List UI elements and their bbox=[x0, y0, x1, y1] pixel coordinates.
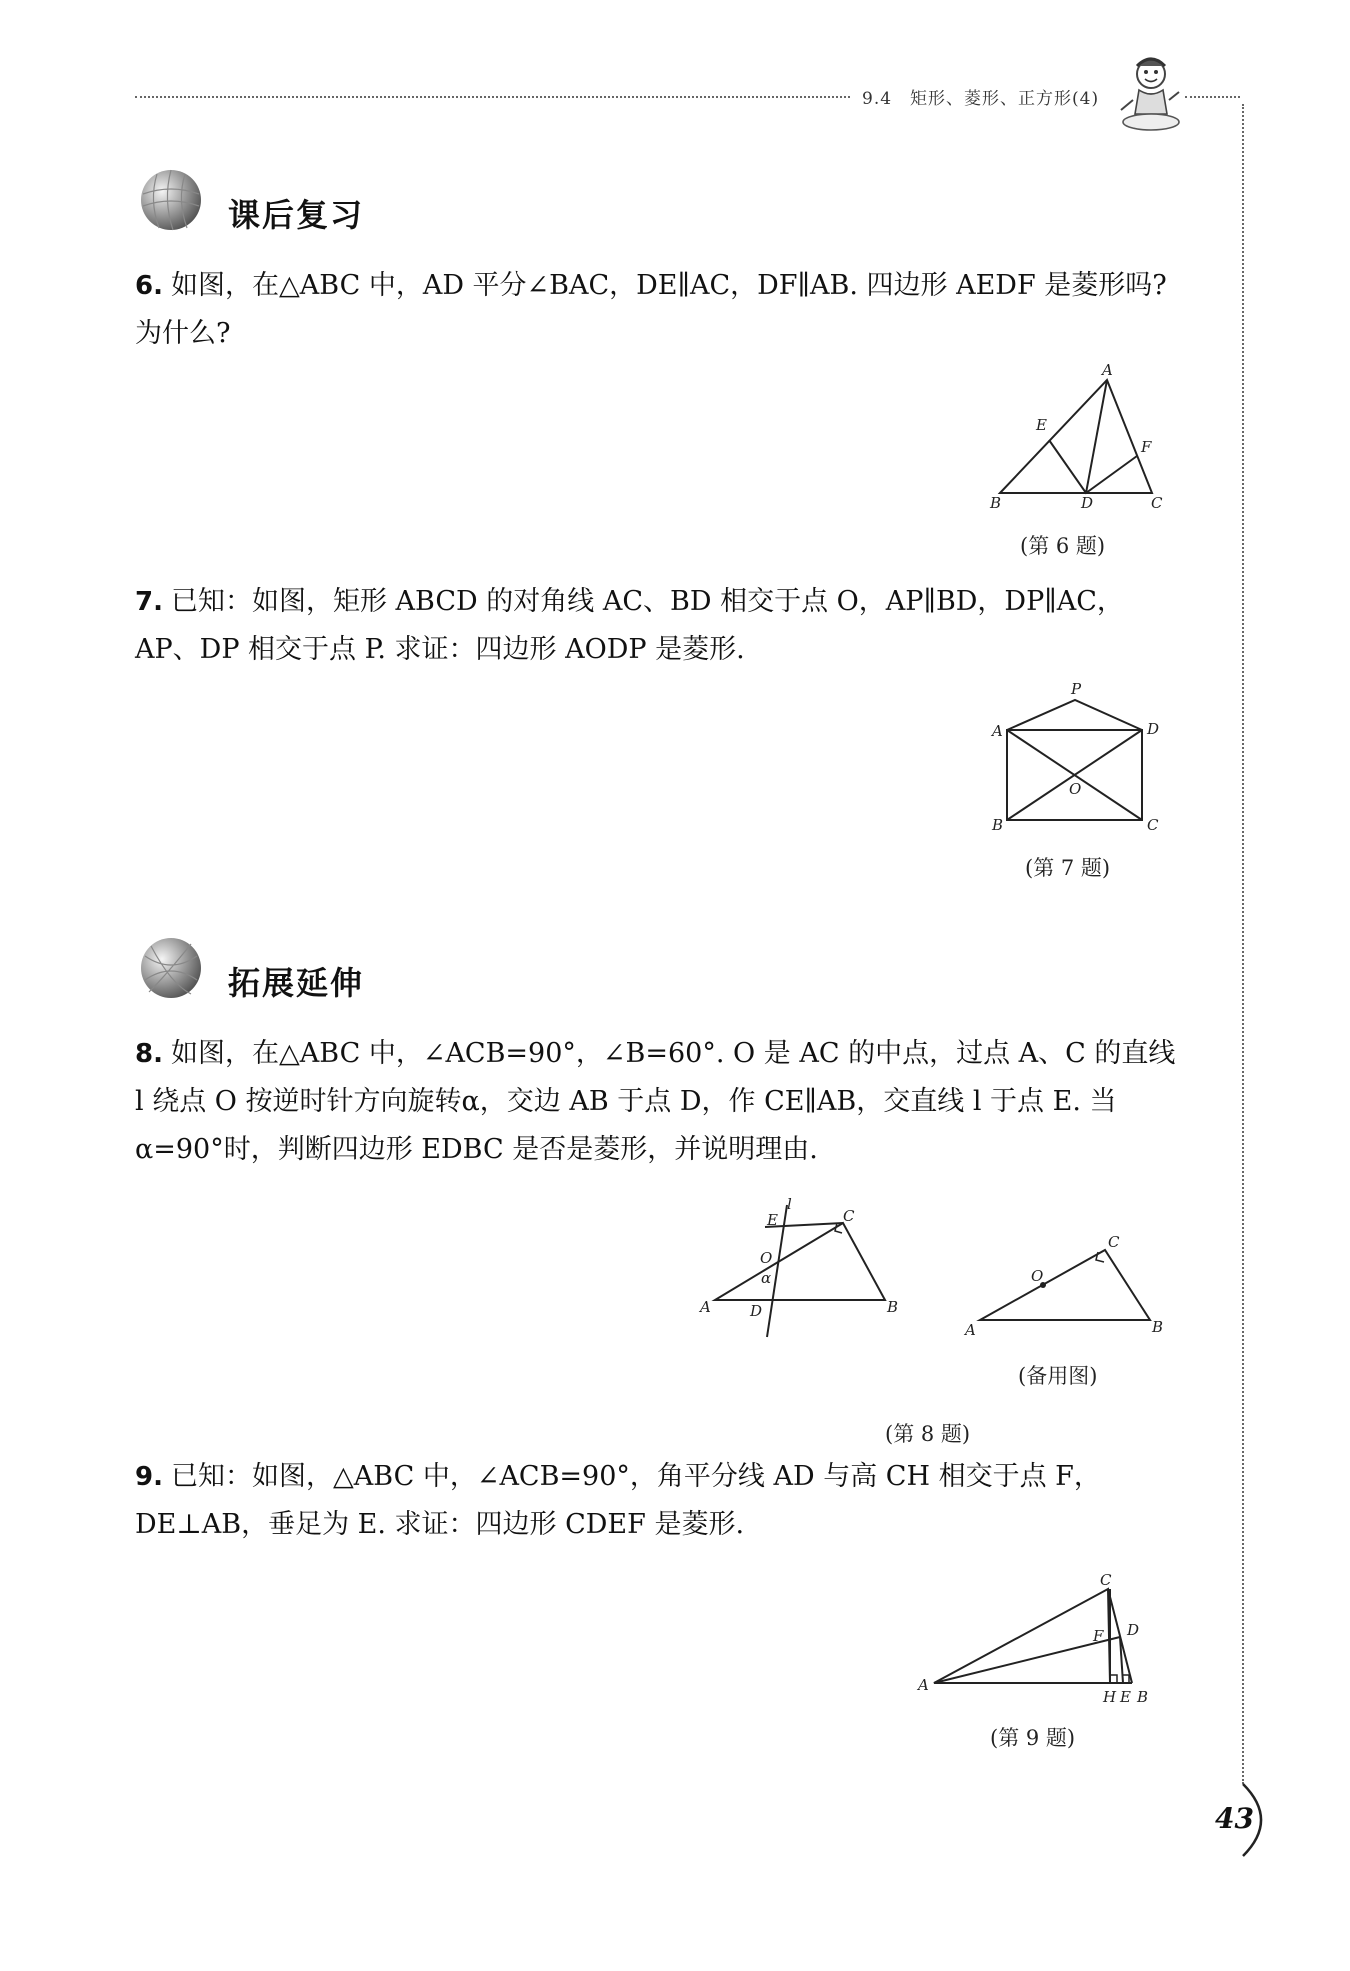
figure-9 bbox=[910, 1565, 1170, 1719]
label: A bbox=[992, 722, 1003, 740]
mascot-icon bbox=[1115, 52, 1185, 138]
figure-8-spare bbox=[955, 1215, 1175, 1349]
figure-7 bbox=[985, 680, 1165, 844]
problem-text: 如图，在△ABC 中，AD 平分∠BAC，DE∥AC，DF∥AB. 四边形 AEDF 是菱形吗?为什么? bbox=[135, 270, 1167, 349]
header-section-ref: 9.4 矩形、菱形、正方形(4) bbox=[862, 89, 1100, 109]
problem-7 bbox=[135, 578, 1185, 674]
problem-number: 7. bbox=[135, 587, 163, 617]
label: F bbox=[1141, 438, 1152, 456]
label: O bbox=[1031, 1267, 1044, 1285]
label: D bbox=[1081, 494, 1094, 510]
section-title-extension: 拓展延伸 bbox=[228, 964, 365, 1002]
problem-number: 6. bbox=[135, 271, 163, 301]
figure-caption: (第 7 题) bbox=[1025, 856, 1111, 880]
figure-caption: (第 8 题) bbox=[885, 1422, 971, 1446]
problem-8 bbox=[135, 1030, 1185, 1174]
globe-icon bbox=[137, 166, 205, 238]
problem-number: 9. bbox=[135, 1462, 163, 1492]
label: C bbox=[1100, 1571, 1112, 1589]
label: A bbox=[965, 1321, 976, 1339]
label: A bbox=[1102, 361, 1113, 379]
label: A bbox=[700, 1298, 711, 1316]
label: A bbox=[918, 1676, 929, 1694]
label: B bbox=[887, 1298, 899, 1316]
label: O bbox=[760, 1249, 773, 1267]
label: D bbox=[1147, 720, 1160, 738]
figure-6 bbox=[980, 360, 1170, 514]
problem-6 bbox=[135, 262, 1185, 358]
label: F bbox=[1093, 1627, 1104, 1645]
label: α bbox=[761, 1269, 772, 1287]
label: B bbox=[990, 494, 1002, 510]
page-number: 43 bbox=[1215, 1802, 1254, 1835]
label: B bbox=[1152, 1318, 1164, 1336]
label: E bbox=[1036, 416, 1047, 434]
label: C bbox=[1151, 494, 1163, 510]
label: D bbox=[1127, 1621, 1140, 1639]
figure-caption: (第 6 题) bbox=[1020, 534, 1106, 558]
label: B bbox=[1137, 1688, 1149, 1706]
section-title-review: 课后复习 bbox=[228, 196, 365, 234]
label: C bbox=[1108, 1233, 1120, 1251]
label: l bbox=[787, 1195, 792, 1213]
globe-icon bbox=[137, 934, 205, 1006]
label: H bbox=[1103, 1688, 1117, 1706]
label: P bbox=[1071, 680, 1082, 698]
figure-8-main bbox=[695, 1195, 915, 1349]
header-rule-right bbox=[1185, 96, 1240, 98]
problem-text: 如图，在△ABC 中，∠ACB=90°，∠B=60°. O 是 AC 的中点，过点 A、C 的直线 l 绕点 O 按逆时针方向旋转α，交边 AB 于点 D，作 CE∥AB，交直线 l 于点 E. 当α=90°时，判断四边形 EDBC 是否是菱形，并说明理由. bbox=[135, 1038, 1176, 1165]
problem-9 bbox=[135, 1453, 1185, 1549]
label: O bbox=[1069, 780, 1082, 798]
label: E bbox=[767, 1211, 778, 1229]
right-margin-rule bbox=[1242, 104, 1244, 1784]
label: C bbox=[1147, 816, 1159, 834]
figure-caption: (第 9 题) bbox=[990, 1726, 1076, 1750]
header-rule bbox=[135, 96, 850, 98]
label: E bbox=[1120, 1688, 1131, 1706]
figure-caption-spare: (备用图) bbox=[1018, 1364, 1098, 1388]
label: B bbox=[992, 816, 1004, 834]
problem-text: 已知：如图，△ABC 中，∠ACB=90°，角平分线 AD 与高 CH 相交于点 F，DE⊥AB，垂足为 E. 求证：四边形 CDEF 是菱形. bbox=[135, 1461, 1101, 1540]
problem-text: 已知：如图，矩形 ABCD 的对角线 AC、BD 相交于点 O，AP∥BD，DP∥AC，AP、DP 相交于点 P. 求证：四边形 AODP 是菱形. bbox=[135, 586, 1124, 665]
problem-number: 8. bbox=[135, 1039, 163, 1069]
label: D bbox=[750, 1302, 763, 1320]
label: C bbox=[843, 1207, 855, 1225]
